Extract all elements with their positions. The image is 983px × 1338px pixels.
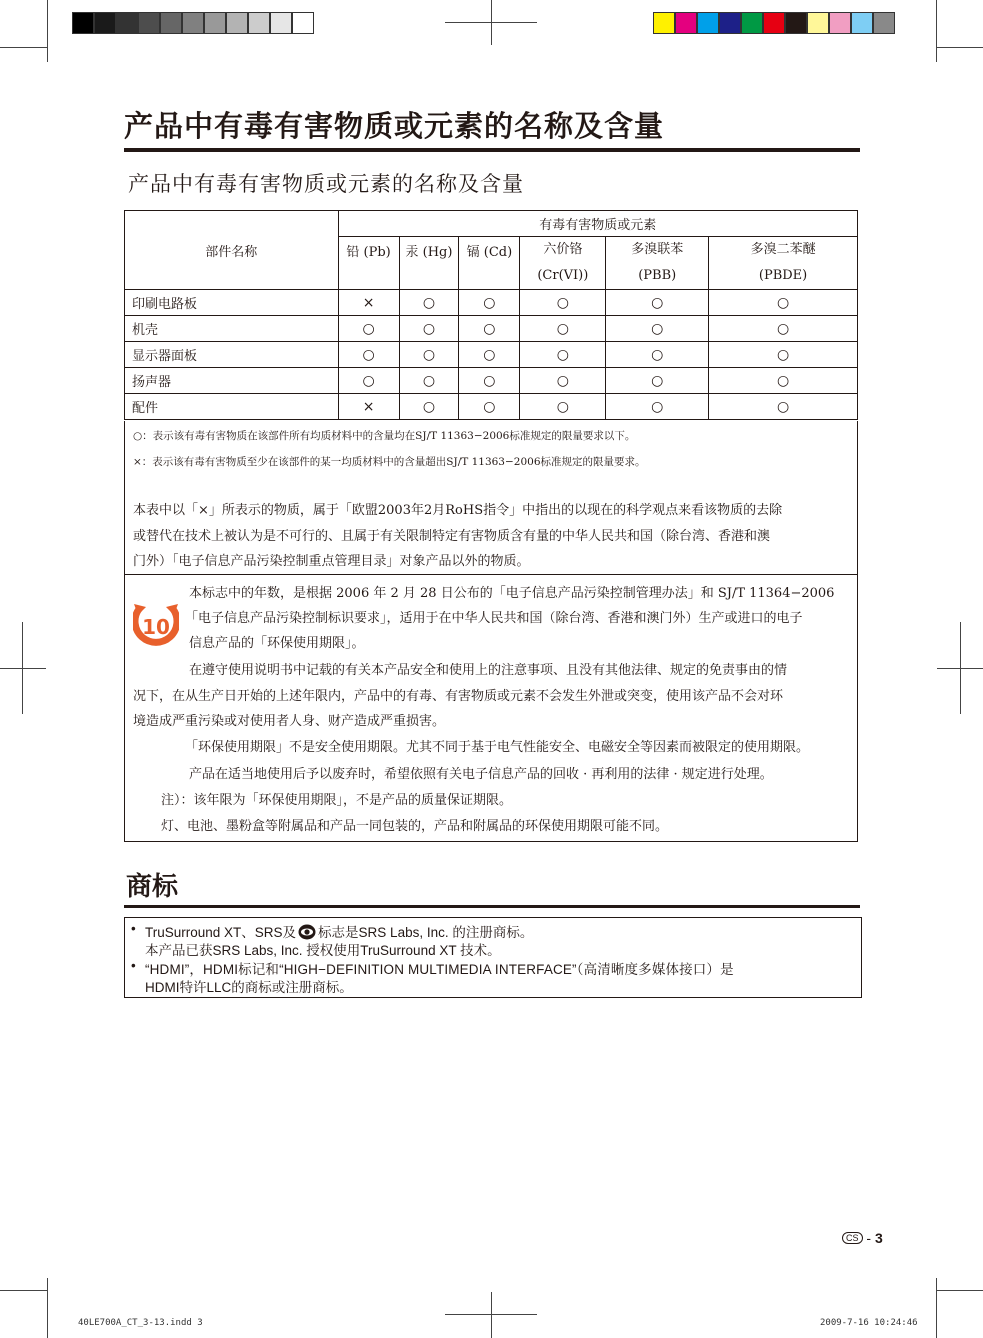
- footer-timestamp: 2009-7-16 10:24:46: [820, 1318, 918, 1328]
- table-cell: ○: [709, 316, 858, 342]
- substance-table: [124, 210, 858, 420]
- table-cell: ×: [338, 290, 399, 316]
- table-cell: ○: [338, 342, 399, 368]
- substance-group-header: 有毒有害物质或元素: [338, 211, 857, 237]
- table-cell: ○: [709, 342, 858, 368]
- epup-line: 「环保使用期限」不是安全使用期限。尤其不同于基于电气性能安全、电磁安全等因素而被限定的使用期限。: [185, 740, 810, 755]
- epup-line: 本标志中的年数，是根据 2006 年 2 月 28 日公布的「电子信息产品污染控制管理办法」和 SJ/T 11364−2006: [189, 586, 835, 601]
- heading-rule: [124, 148, 860, 152]
- rohs-paragraph: 本表中以「×」所表示的物质，属于「欧盟2003年2月RoHS指令」中指出的以现在的科学观点来看该物质的去除 或替代在技术上被认为是不可行的、且属于有关限制特定有害物质含有量的中华人民共和国（除台湾、香港和澳 门外）「电子信息产品污染控制重点管理目录」对象产品以外的物质。: [133, 503, 783, 569]
- color-swatch: [829, 12, 851, 34]
- part-name: 配件: [125, 394, 339, 420]
- trademark-box: [124, 917, 862, 998]
- table-cell: ○: [338, 316, 399, 342]
- epup-block: [124, 574, 858, 842]
- trademark-item-2-line2: HDMI特许LLC的商标或注册商标。: [145, 980, 353, 995]
- bullet: •: [131, 958, 136, 973]
- column-header: 六价铬 (Cr(VI)): [520, 237, 606, 290]
- color-swatch: [160, 12, 182, 34]
- language-badge: CS: [842, 1232, 863, 1244]
- part-name-header: 部件名称: [125, 211, 339, 290]
- color-swatch: [675, 12, 697, 34]
- color-swatch: [94, 12, 116, 34]
- table-cell: ○: [520, 368, 606, 394]
- color-swatch: [72, 12, 94, 34]
- color-swatch: [270, 12, 292, 34]
- footer-file: 40LE700A_CT_3-13.indd 3: [78, 1318, 203, 1328]
- color-swatch: [653, 12, 675, 34]
- part-name: 扬声器: [125, 368, 339, 394]
- part-name: 印刷电路板: [125, 290, 339, 316]
- table-cell: ○: [709, 394, 858, 420]
- color-swatch: [785, 12, 807, 34]
- table-cell: ○: [459, 316, 520, 342]
- column-header: 多溴二苯醚 (PBDE): [709, 237, 858, 290]
- main-heading: 产品中有毒有害物质或元素的名称及含量: [124, 109, 665, 143]
- bullet: •: [131, 921, 136, 936]
- color-swatch: [741, 12, 763, 34]
- color-swatch: [719, 12, 741, 34]
- column-header: 多溴联苯 (PBB): [606, 237, 709, 290]
- table-cell: ○: [399, 290, 459, 316]
- table-row: [125, 316, 858, 342]
- color-swatch: [292, 12, 314, 34]
- table-cell: ×: [338, 394, 399, 420]
- color-swatch: [182, 12, 204, 34]
- table-row: [125, 368, 858, 394]
- notes-block: [124, 421, 858, 574]
- color-swatch: [873, 12, 895, 34]
- color-swatch: [204, 12, 226, 34]
- column-header: 铅 (Pb): [338, 237, 399, 290]
- color-swatch: [248, 12, 270, 34]
- color-swatch: [138, 12, 160, 34]
- table-cell: ○: [399, 368, 459, 394]
- table-cell: ○: [606, 342, 709, 368]
- epup-note: 注）：该年限为「环保使用期限」，不是产品的质量保证期限。: [161, 793, 513, 808]
- color-swatch: [807, 12, 829, 34]
- epup-line: 境造成严重污染或对使用者人身、财产造成严重损害。: [133, 714, 446, 729]
- color-swatch: [226, 12, 248, 34]
- color-swatch: [851, 12, 873, 34]
- table-cell: ○: [399, 316, 459, 342]
- table-cell: ○: [520, 394, 606, 420]
- table-cell: ○: [520, 342, 606, 368]
- part-name: 显示器面板: [125, 342, 339, 368]
- circle-note: ○：表示该有毒有害物质在该部件所有均质材料中的含量均在SJ/T 11363−2006标准规定的限量要求以下。: [133, 430, 636, 442]
- process-color-bar: [653, 12, 895, 34]
- table-cell: ○: [606, 394, 709, 420]
- table-cell: ○: [606, 290, 709, 316]
- table-cell: ○: [399, 394, 459, 420]
- table-row: [125, 342, 858, 368]
- epup-line: 产品在适当地使用后予以废弃时，希望依照有关电子信息产品的回收 · 再利用的法律 · 规定进行处理。: [189, 767, 773, 782]
- column-header: 镉 (Cd): [459, 237, 520, 290]
- table-cell: ○: [709, 368, 858, 394]
- table-cell: ○: [459, 368, 520, 394]
- table-cell: ○: [520, 316, 606, 342]
- table-cell: ○: [399, 342, 459, 368]
- epup-logo: [133, 595, 179, 649]
- trademark-rule: [124, 905, 860, 908]
- table-cell: ○: [338, 368, 399, 394]
- table-cell: ○: [459, 394, 520, 420]
- table-row: [125, 394, 858, 420]
- table-cell: ○: [520, 290, 606, 316]
- table-cell: ○: [459, 290, 520, 316]
- grayscale-color-bar: [72, 12, 314, 34]
- epup-line: 「电子信息产品污染控制标识要求」，适用于在中华人民共和国（除台湾、香港和澳门外）生产或进口的电子: [185, 611, 803, 626]
- part-name: 机壳: [125, 316, 339, 342]
- epup-line: 灯、电池、墨粉盒等附属品和产品一同包装的，产品和附属品的环保使用期限可能不同。: [161, 819, 669, 834]
- epup-line: 在遵守使用说明书中记载的有关本产品安全和使用上的注意事项、且没有其他法律、规定的免责事由的情: [189, 663, 788, 678]
- trademark-item-2: “HDMI”，HDMI标记和“HIGH−DEFINITION MULTIMEDIA INTERFACE”（高清晰度多媒体接口）是: [145, 962, 734, 977]
- table-row: [125, 290, 858, 316]
- epup-logo-number: 10: [142, 615, 170, 639]
- table-cell: ○: [606, 316, 709, 342]
- trademark-heading: 商标: [126, 872, 179, 902]
- trademark-item-1: TruSurround XT、SRS及 标志是SRS Labs, Inc. 的注册商标。: [145, 921, 533, 943]
- table-cell: ○: [606, 368, 709, 394]
- table-cell: ○: [459, 342, 520, 368]
- table-cell: ○: [709, 290, 858, 316]
- color-swatch: [697, 12, 719, 34]
- trademark-item-1-line2: 本产品已获SRS Labs, Inc. 授权使用TruSurround XT 技术。: [145, 943, 501, 958]
- epup-line: 况下，在从生产日开始的上述年限内，产品中的有毒、有害物质或元素不会发生外泄或突变，使用该产品不会对环: [133, 689, 784, 704]
- color-swatch: [116, 12, 138, 34]
- sub-heading: 产品中有毒有害物质或元素的名称及含量: [128, 172, 524, 196]
- column-header: 汞 (Hg): [399, 237, 459, 290]
- page-number: CS - 3: [842, 1230, 883, 1246]
- epup-line: 信息产品的「环保使用期限」。: [189, 636, 365, 651]
- cross-note: ×：表示该有毒有害物质至少在该部件的某一均质材料中的含量超出SJ/T 11363−2006标准规定的限量要求。: [133, 456, 646, 468]
- color-swatch: [763, 12, 785, 34]
